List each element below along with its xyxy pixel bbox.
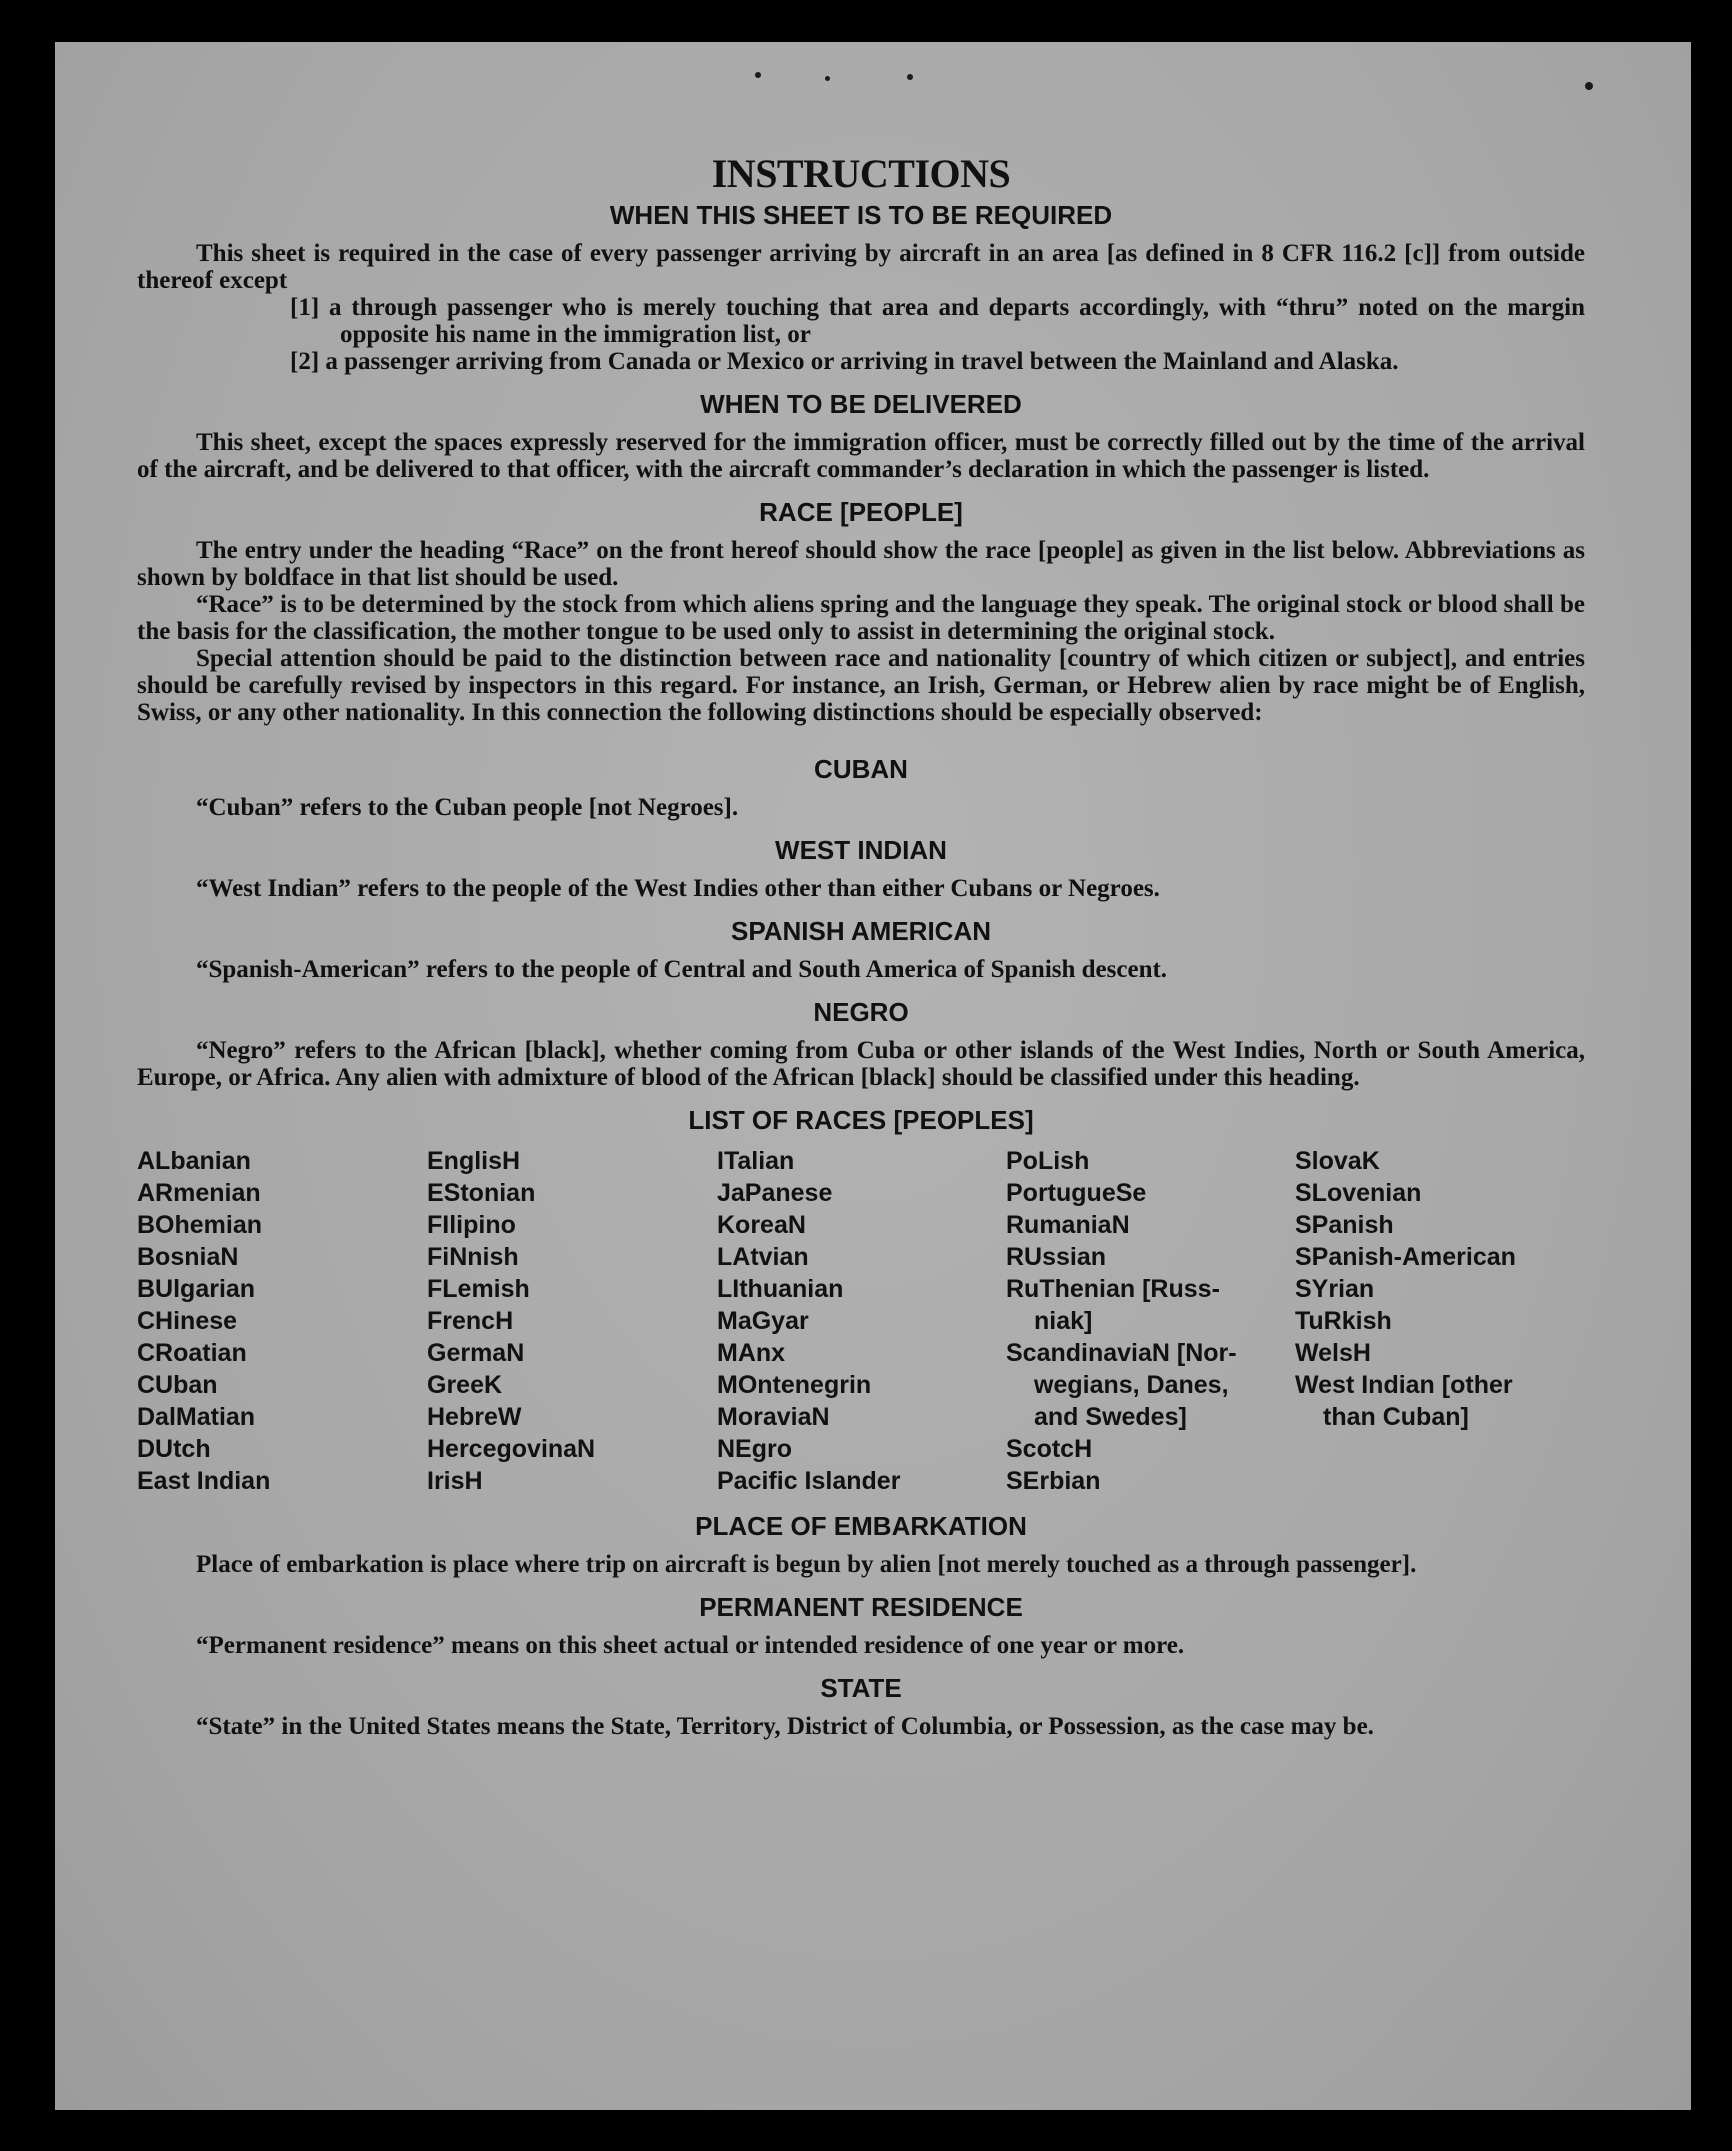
race-entry: FIlipino	[427, 1211, 516, 1239]
race-entry: NEgro	[717, 1435, 792, 1463]
race-entry: RUssian	[1006, 1243, 1107, 1271]
race-entry: Pacific Islander	[717, 1467, 901, 1495]
race-entry: DUtch	[137, 1435, 211, 1463]
race-entry: FiNnish	[427, 1243, 519, 1271]
negro-text: “Negro” refers to the African [black], whether coming from Cuba or other islands of the West Indies, North or South America, Europe, or Africa. Any alien with admixture of blood of the African [black] should be classified under this heading.	[137, 1037, 1585, 1091]
race-entry: GermaN	[427, 1339, 525, 1367]
race-entry: PoLish	[1006, 1147, 1090, 1175]
race-entry: BOhemian	[137, 1211, 263, 1239]
delivered-text: This sheet, except the spaces expressly reserved for the immigration officer, must be correctly filled out by the time of the arrival of the aircraft, and be delivered to that officer, with the aircraft commander’s declaration in which the passenger is listed.	[137, 429, 1585, 483]
race-entry: LAtvian	[717, 1243, 809, 1271]
race-entry: MOntenegrin	[717, 1371, 872, 1399]
heading-cuban: CUBAN	[814, 754, 908, 784]
race-entry: BosniaN	[137, 1243, 239, 1271]
race-entry: SPanish	[1295, 1211, 1394, 1239]
race-entry: SYrian	[1295, 1275, 1375, 1303]
document-sheet	[55, 42, 1691, 2110]
embarkation-text: Place of embarkation is place where trip on aircraft is begun by alien [not merely touched as a through passenger].	[196, 1551, 1417, 1578]
heading-west-indian: WEST INDIAN	[775, 835, 947, 865]
race-entry: SErbian	[1006, 1467, 1101, 1495]
races-list	[137, 1145, 1585, 1497]
race-entry: KoreaN	[717, 1211, 806, 1239]
ink-speck	[825, 76, 830, 81]
race-entry: ScotcH	[1006, 1435, 1093, 1463]
heading-embarkation: PLACE OF EMBARKATION	[695, 1511, 1027, 1541]
race-entry: BUlgarian	[137, 1275, 256, 1303]
race-entry: CUban	[137, 1371, 218, 1399]
race-entry: MoraviaN	[717, 1403, 830, 1431]
race-entry: TuRkish	[1295, 1307, 1392, 1335]
race-paragraph-1: The entry under the heading “Race” on the front hereof should show the race [people] as given in the list below. Abbreviations as shown by boldface in that list should be used.	[137, 537, 1585, 591]
heading-list-of-races: LIST OF RACES [PEOPLES]	[688, 1105, 1034, 1135]
race-entry: FrencH	[427, 1307, 514, 1335]
heading-negro: NEGRO	[813, 997, 909, 1027]
race-entry: RuThenian [Russ-	[1006, 1275, 1220, 1303]
race-entry: DalMatian	[137, 1403, 256, 1431]
race-entry: and Swedes]	[1034, 1403, 1187, 1431]
instructions-content	[137, 152, 1585, 1740]
ink-speck	[907, 74, 913, 80]
race-entry: EnglisH	[427, 1147, 521, 1175]
race-entry	[1295, 1433, 1585, 1465]
race-entry: than Cuban]	[1323, 1403, 1469, 1431]
heading-spanish-american: SPANISH AMERICAN	[730, 916, 991, 946]
race-entry: SlovaK	[1295, 1147, 1380, 1175]
permanent-residence-text: “Permanent residence” means on this sheet actual or intended residence of one year or more.	[196, 1632, 1185, 1659]
race-entry: MaGyar	[717, 1307, 809, 1335]
race-entry: ScandinaviaN [Nor-	[1006, 1339, 1237, 1367]
race-entry: LIthuanian	[717, 1275, 844, 1303]
race-paragraph-2: “Race” is to be determined by the stock from which aliens spring and the language they speak. The original stock or blood shall be the basis for the classification, the mother tongue to be used only to assist in determining the original stock.	[137, 591, 1585, 645]
race-entry: SPanish-American	[1295, 1243, 1516, 1271]
race-entry	[1295, 1465, 1585, 1497]
page-title: INSTRUCTIONS	[711, 151, 1011, 196]
race-entry: SLovenian	[1295, 1179, 1422, 1207]
state-text: “State” in the United States means the State, Territory, District of Columbia, or Possession, as the case may be.	[196, 1713, 1374, 1740]
race-entry: HebreW	[427, 1403, 522, 1431]
race-entry: HercegovinaN	[427, 1435, 596, 1463]
race-entry: wegians, Danes,	[1034, 1371, 1229, 1399]
race-entry: GreeK	[427, 1371, 503, 1399]
race-entry: CRoatian	[137, 1339, 247, 1367]
heading-state: STATE	[820, 1673, 902, 1703]
required-item-1: [1] a through passenger who is merely touching that area and departs accordingly, with “thru” noted on the margin opposite his name in the immigration list, or	[290, 294, 1585, 348]
race-entry: EStonian	[427, 1179, 536, 1207]
race-entry: IrisH	[427, 1467, 483, 1495]
heading-when-required: WHEN THIS SHEET IS TO BE REQUIRED	[609, 200, 1113, 230]
race-entry: niak]	[1034, 1307, 1093, 1335]
west-indian-text: “West Indian” refers to the people of the West Indies other than either Cubans or Negroes.	[196, 875, 1160, 902]
race-entry: RumaniaN	[1006, 1211, 1130, 1239]
ink-speck	[1585, 82, 1593, 90]
race-entry: CHinese	[137, 1307, 238, 1335]
race-entry: ALbanian	[137, 1147, 251, 1175]
race-entry: WelsH	[1295, 1339, 1371, 1367]
heading-when-delivered: WHEN TO BE DELIVERED	[700, 389, 1022, 419]
heading-race: RACE [PEOPLE]	[759, 497, 963, 527]
race-entry: East Indian	[137, 1467, 271, 1495]
race-entry: ITalian	[717, 1147, 795, 1175]
race-entry: JaPanese	[717, 1179, 833, 1207]
race-entry: MAnx	[717, 1339, 786, 1367]
required-item-2: [2] a passenger arriving from Canada or Mexico or arriving in travel between the Mainland and Alaska.	[290, 348, 1399, 375]
race-entry: PortugueSe	[1006, 1179, 1147, 1207]
heading-permanent-residence: PERMANENT RESIDENCE	[699, 1592, 1023, 1622]
spanish-american-text: “Spanish-American” refers to the people of Central and South America of Spanish descent.	[196, 956, 1168, 983]
race-entry: FLemish	[427, 1275, 530, 1303]
ink-speck	[755, 72, 761, 78]
race-entry: West Indian [other	[1295, 1371, 1513, 1399]
required-intro: This sheet is required in the case of every passenger arriving by aircraft in an area [as defined in 8 CFR 116.2 [c]] from outside thereof except	[137, 240, 1585, 294]
race-entry: ARmenian	[137, 1179, 261, 1207]
race-paragraph-3: Special attention should be paid to the distinction between race and nationality [country of which citizen or subject], and entries should be carefully revised by inspectors in this regard. For instance, an Irish, German, or Hebrew alien by race might be of English, Swiss, or any other nationality. In this connection the following distinctions should be especially observed:	[137, 645, 1585, 726]
cuban-text: “Cuban” refers to the Cuban people [not Negroes].	[196, 794, 739, 821]
